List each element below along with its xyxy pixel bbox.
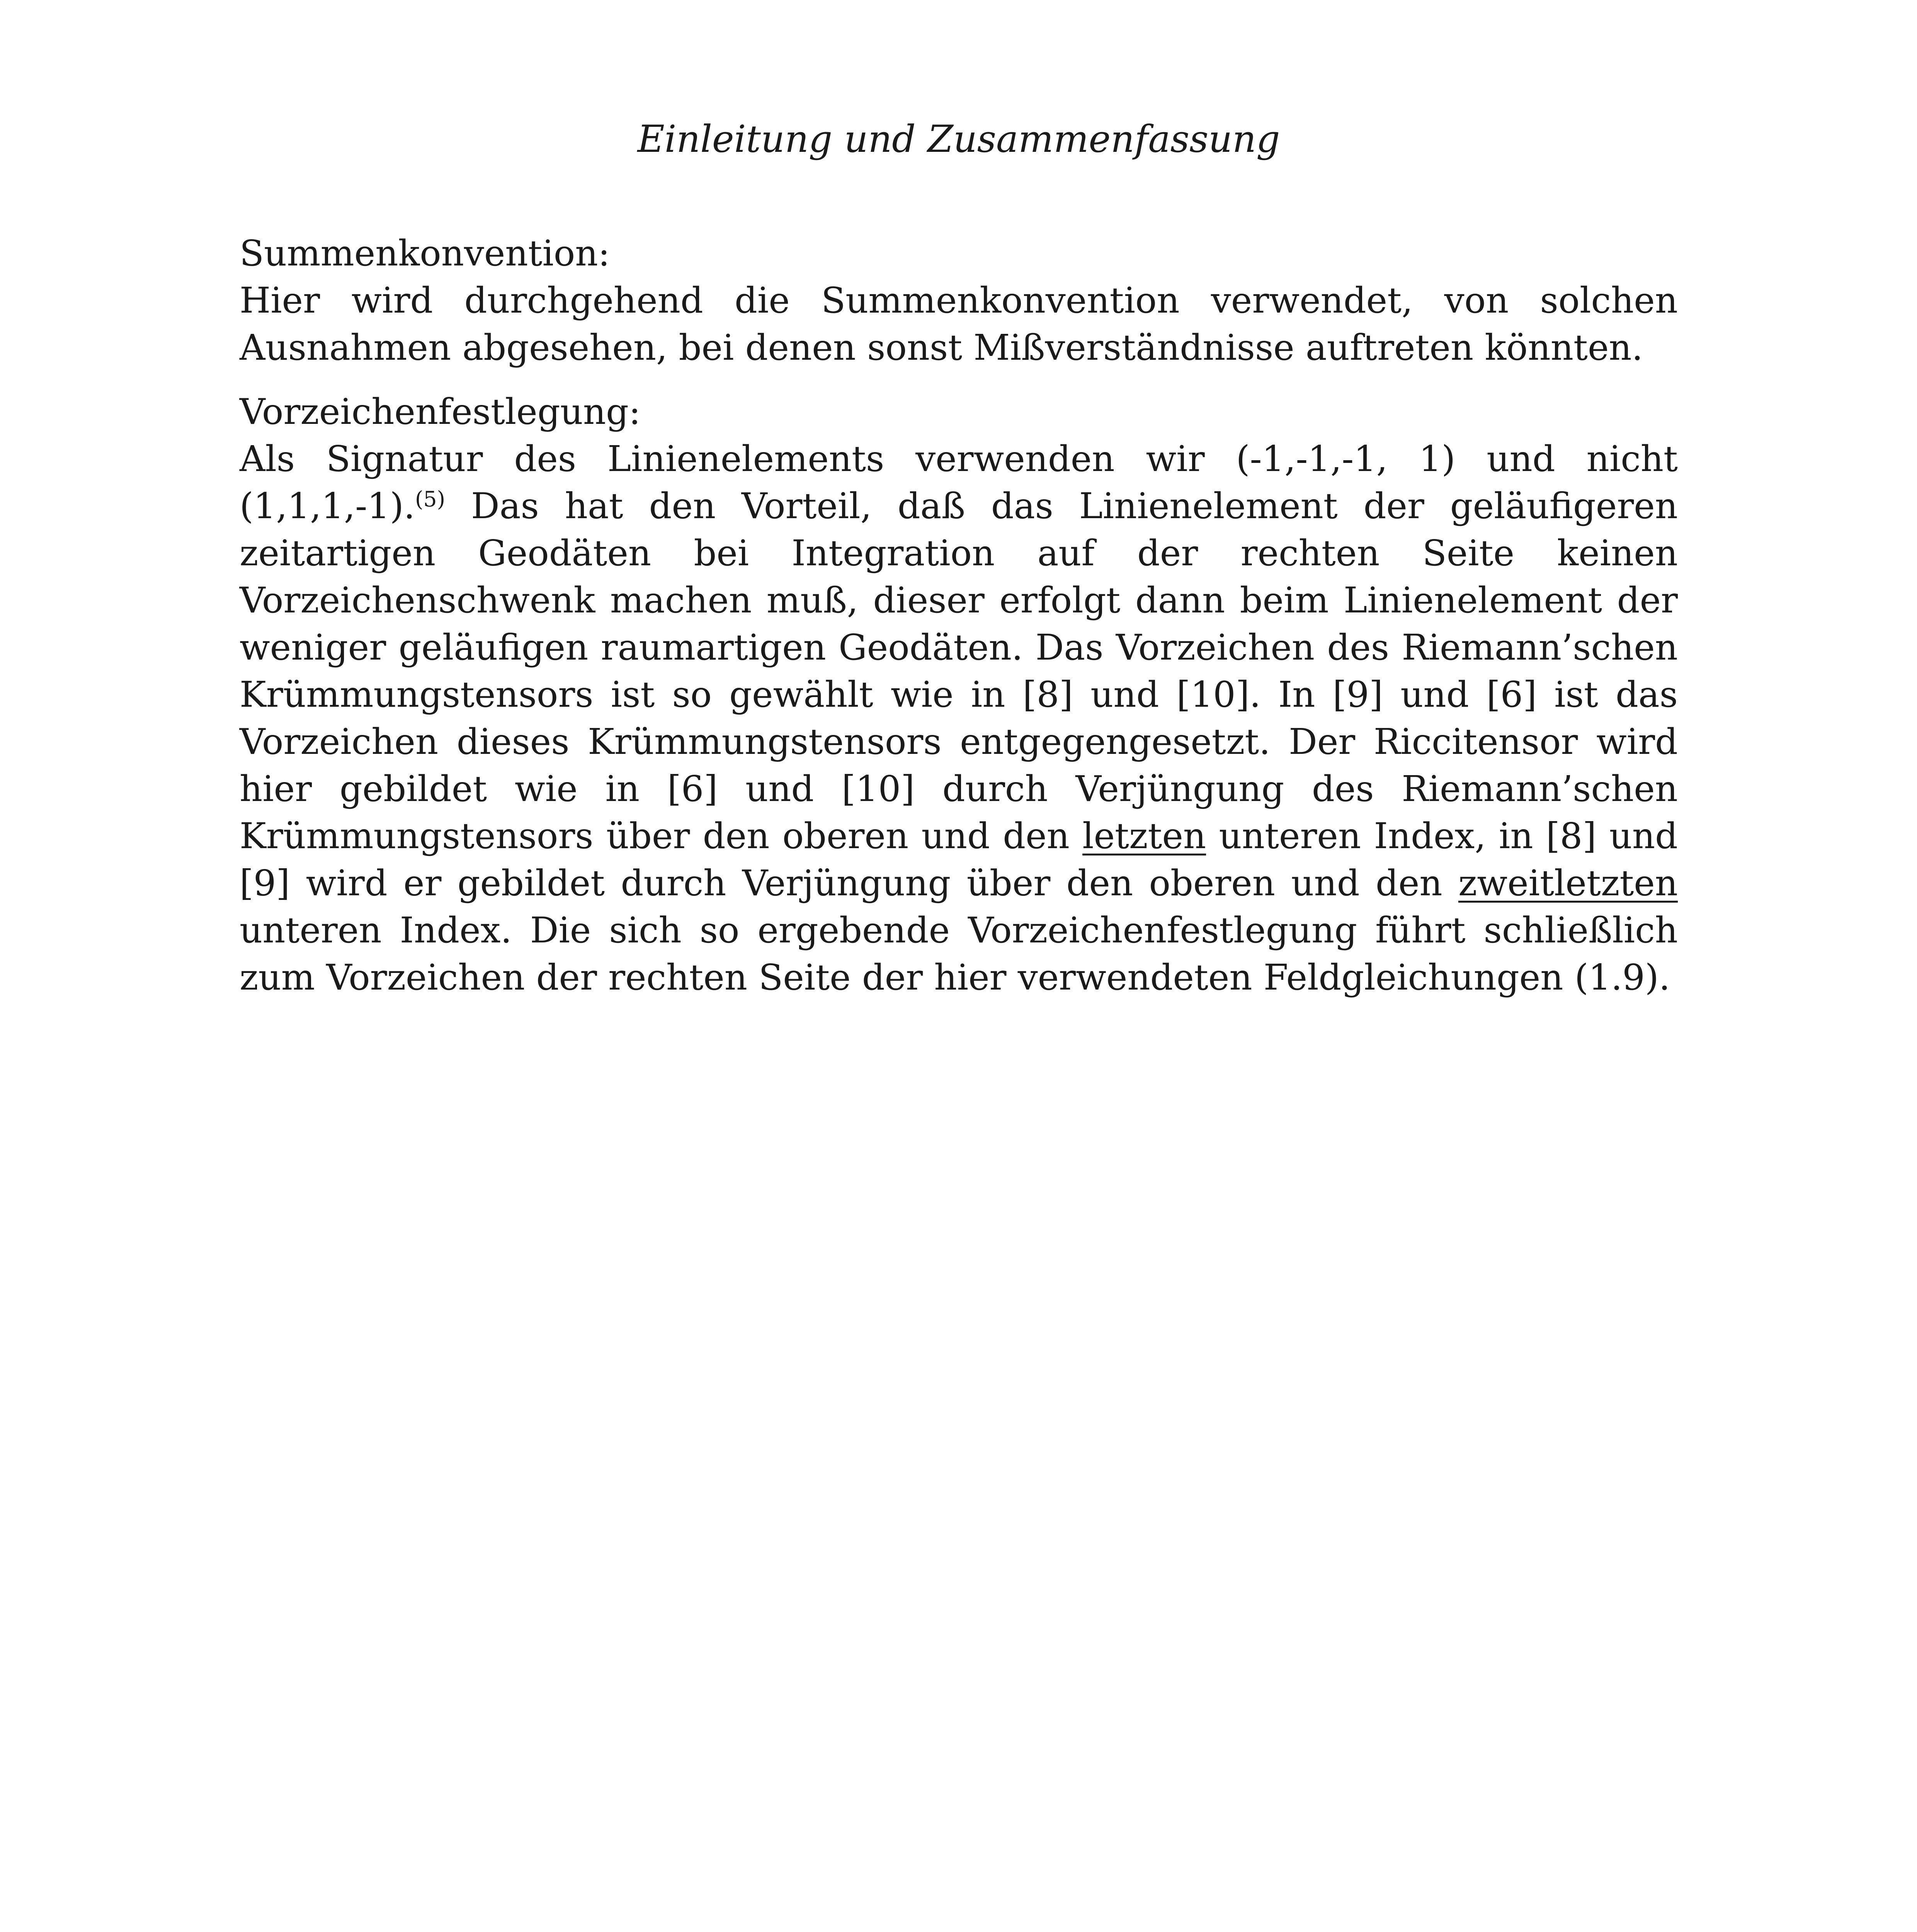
section-heading: Vorzeichenfestlegung: [240,391,641,432]
paragraph-text: Hier wird durchgehend die Summenkonvention verwendet, von solchen Ausnahmen abgesehen, bei denen sonst Mißverständnisse auftreten könnten. [240,280,1678,368]
paragraph-text: unteren Index. Die sich so ergebende Vorzeichenfestlegung führt schließlich zum Vorzeichen der rechten Seite der hier verwendeten Feldgleichungen (1.9). [240,910,1678,998]
paragraph-text: Das hat den Vorteil, daß das Linienelement der geläufigeren zeitartigen Geodäten bei Integration auf der rechten Seite keinen Vorzeichenschwenk machen muß, dieser erfolgt dann beim Linienelement der weniger geläufigen raumartigen Geodäten. Das Vorzeichen des Riemann’schen Krümmungstensors ist so gewählt wie in [8] und [10]. In [9] und [6] ist das Vorzeichen dieses Krümmungstensors entgegengesetzt. Der Riccitensor wird hier gebildet wie in [6] und [10] durch Verjüngung des Riemann’schen Krümmungstensors über den oberen und den [240,485,1678,857]
paragraph-vorzeichenfestlegung [240,388,1678,1001]
section-heading: Summenkonvention: [240,233,610,274]
body-text [240,230,1678,1001]
paragraph-text: Als Signatur des Linienelements verwenden wir (-1,-1,-1, 1) und nicht (1,1,1,-1). [240,438,1678,527]
paragraph-summenkonvention [240,230,1678,371]
underlined-word: zweitletzten [1458,862,1678,904]
footnote-reference[interactable]: (5) [415,487,446,512]
underlined-word: letzten [1082,815,1206,857]
running-head: Einleitung und Zusammenfassung [637,117,1280,161]
paragraph-text: unteren Index, in [8] und [9] wird er gebildet durch Verjüngung über den oberen und den [240,815,1678,904]
